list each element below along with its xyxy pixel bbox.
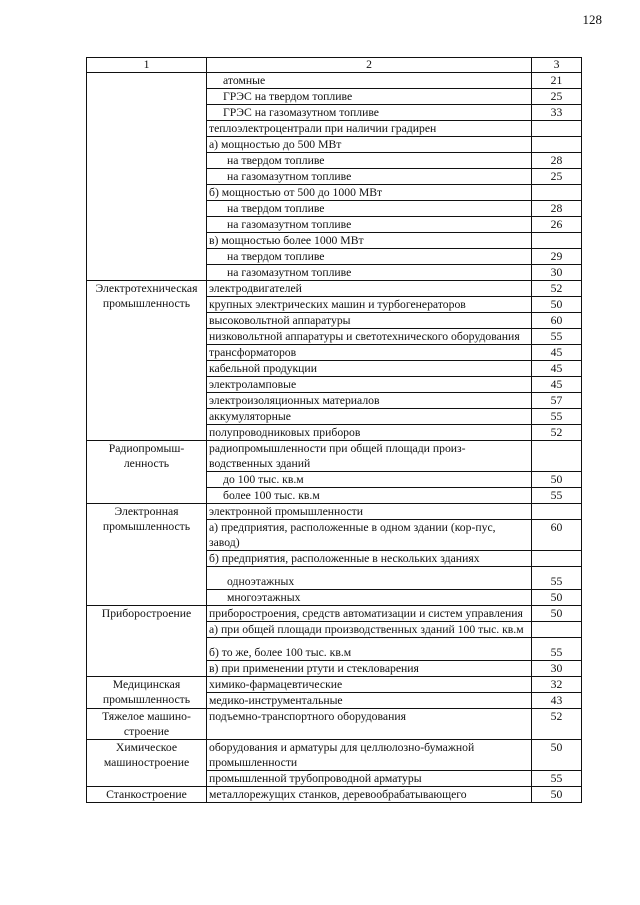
value-cell: 52: [532, 281, 582, 297]
value-cell: 52: [532, 425, 582, 441]
value-cell: 45: [532, 377, 582, 393]
item-cell: электродвигателей: [207, 281, 532, 297]
value-cell: 25: [532, 89, 582, 105]
item-cell: а) предприятия, расположенные в одном здании (кор-пус, завод): [207, 520, 532, 551]
value-cell: 50: [532, 297, 582, 313]
value-cell: [532, 441, 582, 472]
item-cell: в) при применении ртути и стекловарения: [207, 661, 532, 677]
item-cell: ГРЭС на твердом топливе: [207, 89, 532, 105]
item-cell: крупных электрических машин и турбогенераторов: [207, 297, 532, 313]
table-body: [87, 73, 582, 803]
item-cell: до 100 тыс. кв.м: [207, 472, 532, 488]
value-cell: 50: [532, 787, 582, 803]
value-cell: 55: [532, 329, 582, 345]
value-cell: 26: [532, 217, 582, 233]
value-cell: 43: [532, 693, 582, 709]
value-cell: 30: [532, 265, 582, 281]
value-cell: [532, 233, 582, 249]
item-cell: на твердом топливе: [207, 153, 532, 169]
category-cell: Медицинская промышленность: [87, 677, 207, 709]
value-cell: 45: [532, 361, 582, 377]
value-cell: 45: [532, 345, 582, 361]
value-cell: 28: [532, 201, 582, 217]
value-cell: 60: [532, 520, 582, 551]
item-cell: теплоэлектроцентрали при наличии градирен: [207, 121, 532, 137]
value-cell: 55: [532, 409, 582, 425]
value-cell: [532, 137, 582, 153]
item-cell: металлорежущих станков, деревообрабатывающего: [207, 787, 532, 803]
item-cell: б) предприятия, расположенные в нескольких зданиях: [207, 551, 532, 567]
item-cell: аккумуляторные: [207, 409, 532, 425]
header-col-1: 1: [87, 58, 207, 73]
header-col-2: 2: [207, 58, 532, 73]
item-cell: на газомазутном топливе: [207, 265, 532, 281]
table-row: [87, 606, 582, 622]
value-cell: 21: [532, 73, 582, 89]
value-cell: 28: [532, 153, 582, 169]
table-row: [87, 709, 582, 740]
item-cell: электроламповые: [207, 377, 532, 393]
item-cell: б) мощностью от 500 до 1000 МВт: [207, 185, 532, 201]
value-cell: 50: [532, 590, 582, 606]
item-cell: оборудования и арматуры для целлюлозно-бумажной промышленности: [207, 740, 532, 771]
value-cell: [532, 622, 582, 638]
item-cell: высоковольтной аппаратуры: [207, 313, 532, 329]
table-row: [87, 677, 582, 693]
value-cell: 50: [532, 606, 582, 622]
category-cell: Станкостроение: [87, 787, 207, 803]
category-cell: Электротехническая промышленность: [87, 281, 207, 441]
value-cell: 25: [532, 169, 582, 185]
item-cell: а) при общей площади производственных зданий 100 тыс. кв.м: [207, 622, 532, 638]
category-cell: [87, 73, 207, 281]
value-cell: 52: [532, 709, 582, 740]
value-cell: 55: [532, 488, 582, 504]
header-col-3: 3: [532, 58, 582, 73]
item-cell: б) то же, более 100 тыс. кв.м: [207, 638, 532, 661]
item-cell: а) мощностью до 500 МВт: [207, 137, 532, 153]
table-header-row: [87, 58, 582, 73]
table-row: [87, 787, 582, 803]
category-cell: Радиопромыш-ленность: [87, 441, 207, 504]
value-cell: 30: [532, 661, 582, 677]
item-cell: многоэтажных: [207, 590, 532, 606]
value-cell: 33: [532, 105, 582, 121]
category-cell: Химическое машиностроение: [87, 740, 207, 787]
item-cell: радиопромышленности при общей площади произ-водственных зданий: [207, 441, 532, 472]
value-cell: 55: [532, 567, 582, 590]
item-cell: ГРЭС на газомазутном топливе: [207, 105, 532, 121]
value-cell: 50: [532, 740, 582, 771]
item-cell: на твердом топливе: [207, 201, 532, 217]
value-cell: 29: [532, 249, 582, 265]
category-cell: Тяжелое машино-строение: [87, 709, 207, 740]
item-cell: на газомазутном топливе: [207, 217, 532, 233]
item-cell: приборостроения, средств автоматизации и систем управления: [207, 606, 532, 622]
value-cell: [532, 185, 582, 201]
item-cell: полупроводниковых приборов: [207, 425, 532, 441]
item-cell: в) мощностью более 1000 МВт: [207, 233, 532, 249]
item-cell: на твердом топливе: [207, 249, 532, 265]
item-cell: медико-инструментальные: [207, 693, 532, 709]
item-cell: низковольтной аппаратуры и светотехнического оборудования: [207, 329, 532, 345]
item-cell: химико-фармацевтические: [207, 677, 532, 693]
item-cell: более 100 тыс. кв.м: [207, 488, 532, 504]
item-cell: атомные: [207, 73, 532, 89]
item-cell: электроизоляционных материалов: [207, 393, 532, 409]
item-cell: на газомазутном топливе: [207, 169, 532, 185]
value-cell: 55: [532, 771, 582, 787]
item-cell: кабельной продукции: [207, 361, 532, 377]
table-row: [87, 504, 582, 520]
table-row: [87, 281, 582, 297]
value-cell: [532, 504, 582, 520]
value-cell: 55: [532, 638, 582, 661]
norms-table: [86, 57, 582, 803]
item-cell: трансформаторов: [207, 345, 532, 361]
value-cell: 60: [532, 313, 582, 329]
value-cell: 32: [532, 677, 582, 693]
value-cell: 57: [532, 393, 582, 409]
item-cell: подъемно-транспортного оборудования: [207, 709, 532, 740]
table-row: [87, 740, 582, 771]
page-number: 128: [582, 12, 602, 27]
table-row: [87, 73, 582, 89]
value-cell: [532, 121, 582, 137]
category-cell: Приборостроение: [87, 606, 207, 677]
item-cell: промышленной трубопроводной арматуры: [207, 771, 532, 787]
item-cell: электронной промышленности: [207, 504, 532, 520]
category-cell: Электронная промышленность: [87, 504, 207, 606]
value-cell: [532, 551, 582, 567]
table-row: [87, 441, 582, 472]
value-cell: 50: [532, 472, 582, 488]
item-cell: одноэтажных: [207, 567, 532, 590]
